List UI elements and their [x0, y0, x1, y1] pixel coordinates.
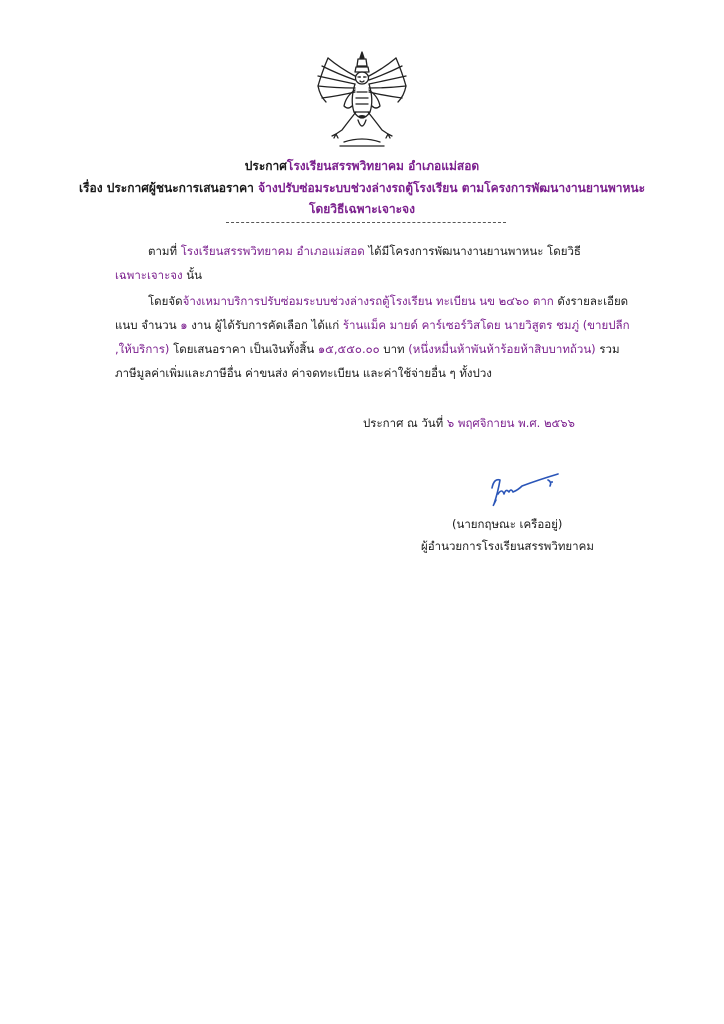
para2-text-7: รวม — [595, 342, 620, 356]
para2-amount-words: (หนึ่งหมื่นห้าพันห้าร้อยห้าสิบบาทถ้วน) — [408, 342, 596, 356]
para2-line1 — [148, 290, 628, 313]
heading-prefix: ประกาศ — [244, 159, 287, 173]
para1-school: โรงเรียนสรรพวิทยาคม อำเภอแม่สอด — [180, 244, 365, 258]
para1-text-2: ได้มีโครงการพัฒนางานยานพาหนะ โดยวิธี — [364, 244, 581, 258]
para2-line4: ภาษีมูลค่าเพิ่มและภาษีอื่น ค่าขนส่ง ค่าจดทะเบียน และค่าใช้จ่ายอื่น ๆ ทั้งปวง — [115, 366, 492, 380]
subject-title: จ้างปรับซ่อมระบบช่วงล่างรถตู้โรงเรียน ตามโครงการพัฒนางานยานพาหนะ — [258, 181, 646, 195]
announce-date-line — [363, 412, 575, 435]
heading-line-1 — [0, 157, 724, 175]
school-name: โรงเรียนสรรพวิทยาคม อำเภอแม่สอด — [286, 159, 480, 173]
para1-text: ตามที่ — [148, 244, 181, 258]
handwritten-signature-icon — [478, 470, 566, 510]
para1-method: เฉพาะเจาะจง — [115, 268, 183, 282]
para1-text-3: นั้น — [182, 268, 203, 282]
para1-line2 — [115, 264, 202, 287]
para2-vendor-type: ,ให้บริการ) — [115, 342, 170, 356]
heading-line-2 — [0, 179, 724, 197]
heading-divider — [226, 222, 506, 223]
announce-date: ๖ พฤศจิกายน พ.ศ. ๒๕๖๖ — [446, 416, 575, 430]
subject-prefix: เรื่อง ประกาศผู้ชนะการเสนอราคา — [78, 181, 259, 195]
para2-vendor: ร้านแม็ค มายด์ คาร์เซอร์วิสโดย นายวิสูตร ชมภู่ (ขายปลีก — [342, 318, 630, 332]
garuda-emblem-icon — [314, 50, 410, 150]
para1-line1 — [148, 240, 581, 263]
announce-label: ประกาศ ณ วันที่ — [363, 416, 447, 430]
para2-text-6: บาท — [379, 342, 409, 356]
para2-line3 — [115, 338, 620, 361]
signatory-name: (นายกฤษณะ เครืออยู่) — [452, 517, 563, 531]
heading-line-3: โดยวิธีเฉพาะเจาะจง — [309, 202, 415, 216]
para2-text-2: ดังรายละเอียด — [553, 294, 629, 308]
para2-text-4: งาน ผู้ได้รับการคัดเลือก ได้แก่ — [187, 318, 343, 332]
signatory-title: ผู้อำนวยการโรงเรียนสรรพวิทยาคม — [421, 539, 594, 553]
para2-text: โดยจัด — [148, 294, 183, 308]
para2-text-3: แนบ จำนวน — [115, 318, 181, 332]
para2-amount: ๑๕,๕๕๐.๐๐ — [317, 342, 380, 356]
para2-quantity: ๑ — [180, 318, 188, 332]
para2-text-5: โดยเสนอราคา เป็นเงินทั้งสิ้น — [169, 342, 318, 356]
para2-line2 — [115, 314, 630, 337]
para2-service: จ้างเหมาบริการปรับซ่อมระบบช่วงล่างรถตู้โรงเรียน ทะเบียน นข ๒๔๖๐ ตาก — [182, 294, 554, 308]
